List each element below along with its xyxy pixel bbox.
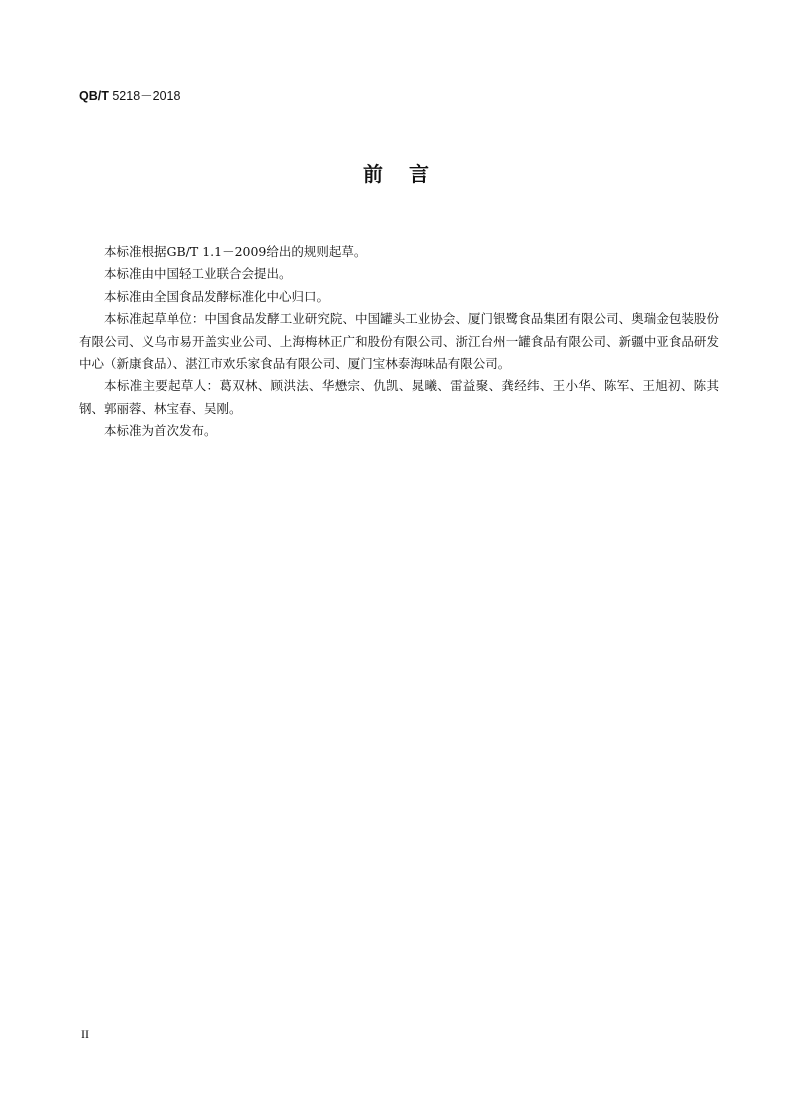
- paragraph-main-drafters: 本标准主要起草人：葛双林、顾洪法、华懋宗、仇凯、晁曦、雷益聚、龚经纬、王小华、陈军、王旭初、陈其钢、郭丽蓉、林宝春、吴刚。: [79, 378, 719, 416]
- paragraph-centralized-unit: 本标准由全国食品发酵标准化中心归口。: [104, 288, 330, 304]
- paragraph-first-release: 本标准为首次发布。: [104, 423, 217, 439]
- paragraph-proposer: 本标准由中国轻工业联合会提出。: [104, 266, 292, 282]
- foreword-body: [79, 241, 719, 443]
- standard-code: [79, 88, 180, 104]
- standard-code-number: 5218－2018: [108, 89, 181, 103]
- page-number: II: [81, 1027, 89, 1041]
- paragraph-drafting-rules: 本标准根据GB/T 1.1－2009给出的规则起草。: [104, 244, 367, 259]
- page-title: 前言: [363, 162, 455, 186]
- standard-code-prefix: QB/T: [79, 89, 109, 103]
- paragraph-drafting-units: 本标准起草单位：中国食品发酵工业研究院、中国罐头工业协会、厦门银鹭食品集团有限公司、奥瑞金包装股份有限公司、义乌市易开盖实业公司、上海梅林正广和股份有限公司、浙江台州一罐食品有限公司、新疆中亚食品研发中心（新康食品）、湛江市欢乐家食品有限公司、厦门宝林泰海味品有限公司。: [79, 311, 719, 372]
